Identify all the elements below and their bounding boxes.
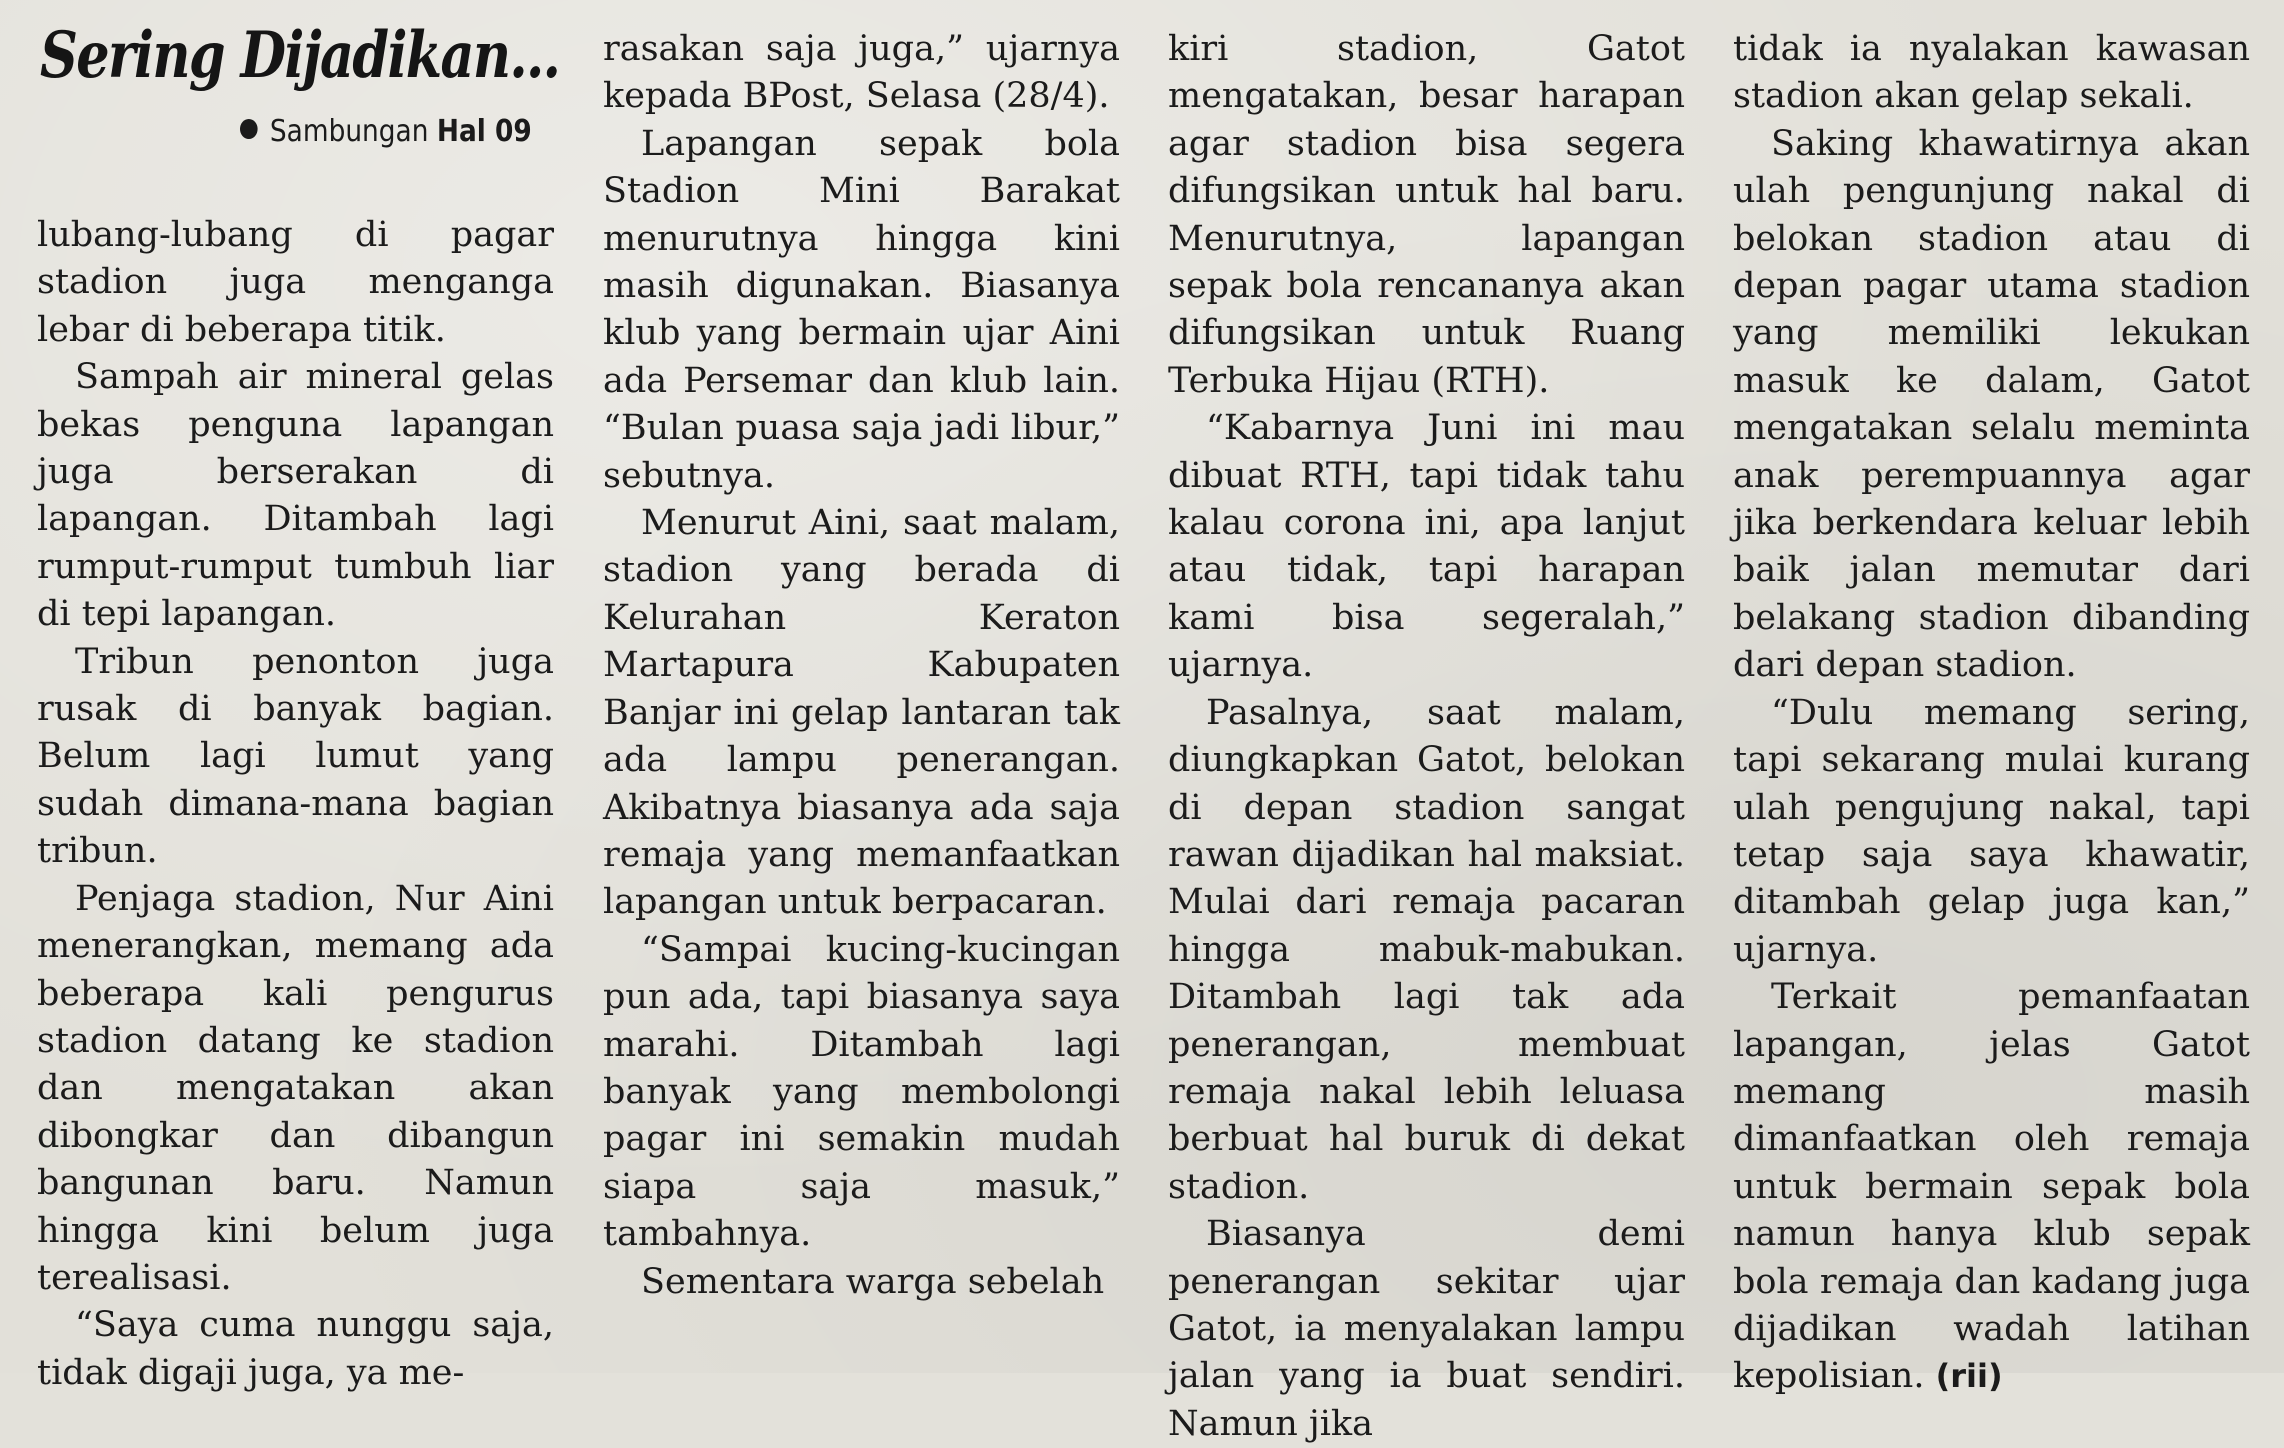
author-signature: (rii) [1935,1357,2003,1396]
continuation-label: Sambungan [269,114,429,149]
article-column-1 [37,212,554,1397]
paragraph: “Dulu memang sering, tapi sekarang mulai kurang ulah pengujung nakal, tapi tetap saja saya khawatir, ditambah gelap juga kan,” ujarnya. [1733,692,2250,970]
paragraph: Menurut Aini, saat malam, stadion yang berada di Kelurahan Keraton Martapura Kabupaten Banjar ini gelap lantaran tak ada lampu penerangan. Akibatnya biasanya ada saja remaja yang memanfaatkan lapangan untuk berpacaran. [603,503,1120,923]
paragraph: rasakan saja juga,” ujarnya kepada BPost, Selasa (28/4). [603,29,1120,117]
bullet-icon [240,119,258,139]
article-column-2 [603,26,1120,1306]
paragraph [1733,974,2250,1401]
paragraph: Sementara warga sebelah [641,1261,1105,1302]
article-column-3 [1168,26,1685,1448]
continuation-page-ref: Hal 09 [436,114,532,149]
paragraph: tidak ia nyalakan kawasan stadion akan gelap sekali. [1733,29,2250,117]
paragraph: lubang-lubang di pagar stadion juga menganga lebar di beberapa titik. [37,215,554,350]
paragraph: Saking khawatirnya akan ulah pengunjung nakal di belokan stadion atau di depan pagar utama stadion yang memiliki lekukan masuk ke dalam, Gatot mengatakan selalu meminta anak perempuannya agar jika berkendara keluar lebih baik jalan memutar dari belakang stadion dibanding dari depan stadion. [1733,123,2250,686]
paragraph: Pasalnya, saat malam, diungkapkan Gatot, belokan di depan stadion sangat rawan dijadikan hal maksiat. Mulai dari remaja pacaran hingga mabuk-mabukan. Ditambah lagi tak ada penerangan, membuat remaja nakal lebih leluasa berbuat hal buruk di dekat stadion. [1168,692,1685,1207]
paragraph: “Sampai kucing-kucingan pun ada, tapi biasanya saya marahi. Ditambah lagi banyak yang membolongi pagar ini semakin mudah siapa saja masuk,” tambahnya. [603,929,1120,1255]
paragraph: “Kabarnya Juni ini mau dibuat RTH, tapi tidak tahu kalau corona ini, apa lanjut atau tidak, tapi harapan kami bisa segeralah,” ujarnya. [1168,408,1685,686]
paragraph: Biasanya demi penerangan sekitar ujar Gatot, ia menyalakan lampu jalan yang ia buat sendiri. Namun jika [1168,1214,1685,1444]
paragraph: Tribun penonton juga rusak di banyak bagian. Belum lagi lumut yang sudah dimana-mana bagian tribun. [37,641,554,872]
paragraph: Sampah air mineral gelas bekas penguna lapangan juga berserakan di lapangan. Ditambah lagi rumput-rumput tumbuh liar di tepi lapangan. [37,357,554,635]
article-column-4 [1733,26,2250,1401]
paragraph: kiri stadion, Gatot mengatakan, besar harapan agar stadion bisa segera difungsikan untuk hal baru. Menurutnya, lapangan sepak bola rencananya akan difungsikan untuk Ruang Terbuka Hijau (RTH). [1168,29,1685,401]
paragraph: “Saya cuma nunggu saja, tidak digaji juga, ya me- [37,1305,554,1393]
paragraph: Lapangan sepak bola Stadion Mini Barakat menurutnya hingga kini masih digunakan. Biasanya klub yang bermain ujar Aini ada Persemar dan klub lain. “Bulan puasa saja jadi libur,” sebutnya. [603,123,1120,496]
headline: Sering Dijadikan... [40,18,560,93]
paragraph-text: Terkait pemanfaatan lapangan, jelas Gatot memang masih dimanfaatkan oleh remaja untuk bermain sepak bola namun hanya klub sepak bola remaja dan kadang juga dijadikan wadah latihan kepolisian. [1733,977,2250,1397]
paragraph: Penjaga stadion, Nur Aini menerangkan, memang ada beberapa kali pengurus stadion datang ke stadion dan mengatakan akan dibongkar dan dibangun bangunan baru. Namun hingga kini belum juga terealisasi. [37,878,554,1298]
continuation-note [240,114,532,149]
